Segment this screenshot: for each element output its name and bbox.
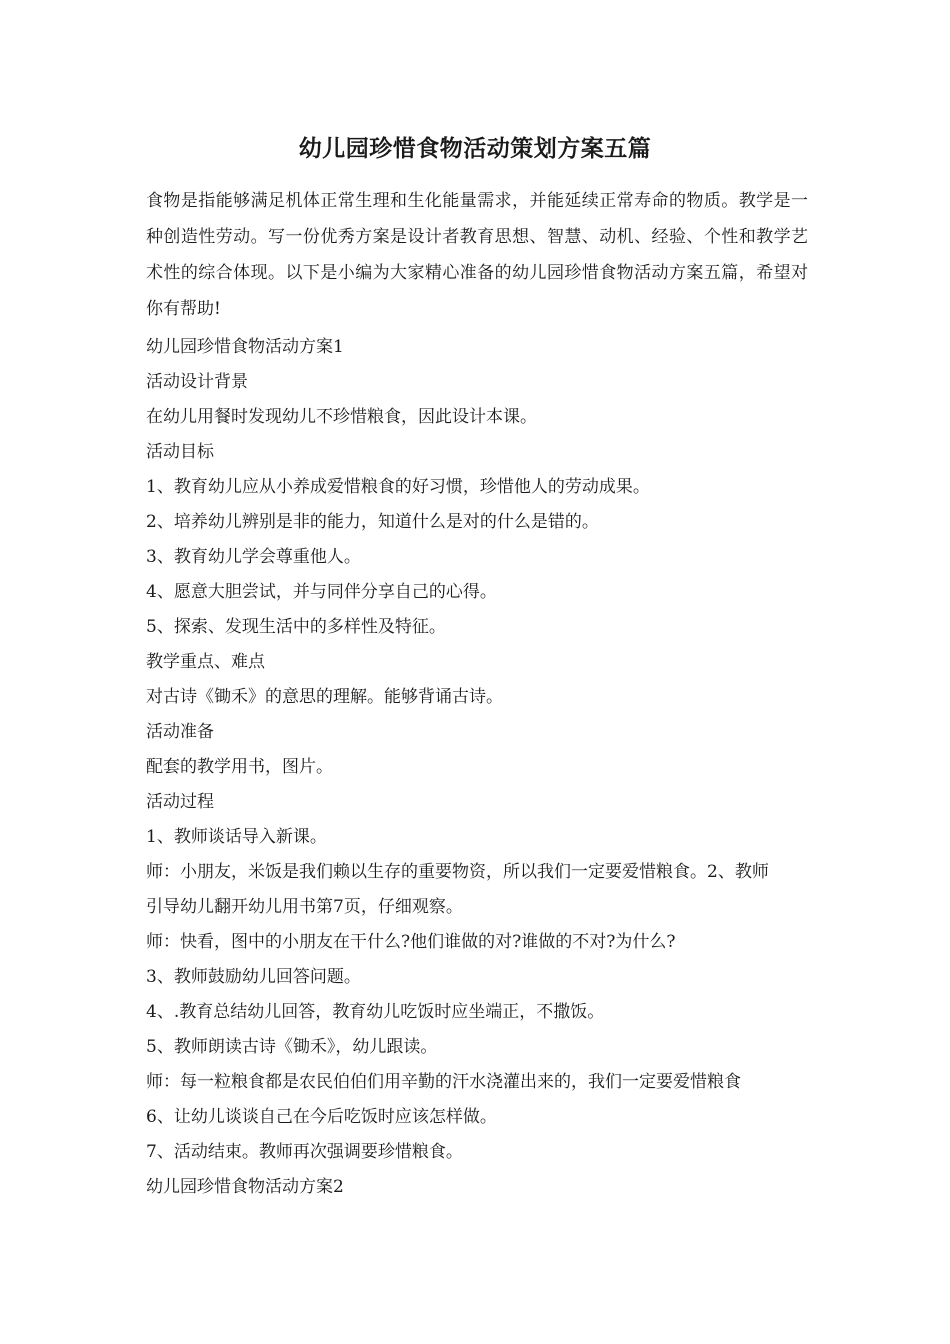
- body-lines: [146, 330, 814, 1205]
- text-line: 引导幼儿翻开幼儿用书第7页，仔细观察。: [146, 897, 463, 917]
- text-line: 幼儿园珍惜食物活动方案1: [146, 337, 344, 357]
- text-line: 活动设计背景: [146, 372, 248, 392]
- text-line: 3、教师鼓励幼儿回答问题。: [146, 967, 361, 987]
- text-line: 4、.教育总结幼儿回答，教育幼儿吃饭时应坐端正，不撒饭。: [146, 1002, 605, 1022]
- text-line: 2、培养幼儿辨别是非的能力，知道什么是对的什么是错的。: [146, 512, 599, 532]
- text-line: 4、愿意大胆尝试，并与同伴分享自己的心得。: [146, 582, 497, 602]
- text-line: 活动目标: [146, 442, 214, 462]
- text-line: 1、教师谈话导入新课。: [146, 827, 327, 847]
- text-line: 教学重点、难点: [146, 652, 265, 672]
- text-line: 对古诗《锄禾》的意思的理解。能够背诵古诗。: [146, 687, 503, 707]
- text-line: 师：快看，图中的小朋友在干什么?他们谁做的对?谁做的不对?为什么?: [146, 932, 676, 952]
- text-line: 6、让幼儿谈谈自己在今后吃饭时应该怎样做。: [146, 1107, 497, 1127]
- text-line: 5、教师朗读古诗《锄禾》，幼儿跟读。: [146, 1037, 438, 1057]
- text-line: 师：小朋友，米饭是我们赖以生存的重要物资，所以我们一定要爱惜粮食。2、教师: [146, 862, 769, 882]
- intro-paragraph: 食物是指能够满足机体正常生理和生化能量需求，并能延续正常寿命的物质。教学是一种创造性劳动。写一份优秀方案是设计者教育思想、智慧、动机、经验、个性和教学艺术性的综合体现。以下是小编为大家精心准备的幼儿园珍惜食物活动方案五篇，希望对你有帮助!: [146, 191, 808, 319]
- text-line: 幼儿园珍惜食物活动方案2: [146, 1177, 344, 1197]
- text-line: 活动准备: [146, 722, 214, 742]
- text-line: 师：每一粒粮食都是农民伯伯们用辛勤的汗水浇灌出来的，我们一定要爱惜粮食: [146, 1072, 741, 1092]
- text-line: 7、活动结束。教师再次强调要珍惜粮食。: [146, 1142, 463, 1162]
- text-line: 5、探索、发现生活中的多样性及特征。: [146, 617, 446, 637]
- text-line: 在幼儿用餐时发现幼儿不珍惜粮食，因此设计本课。: [146, 407, 537, 427]
- text-line: 配套的教学用书，图片。: [146, 757, 333, 777]
- text-line: 1、教育幼儿应从小养成爱惜粮食的好习惯，珍惜他人的劳动成果。: [146, 477, 650, 497]
- document-title: 幼儿园珍惜食物活动策划方案五篇: [298, 135, 652, 162]
- text-line: 活动过程: [146, 792, 214, 812]
- text-line: 3、教育幼儿学会尊重他人。: [146, 547, 361, 567]
